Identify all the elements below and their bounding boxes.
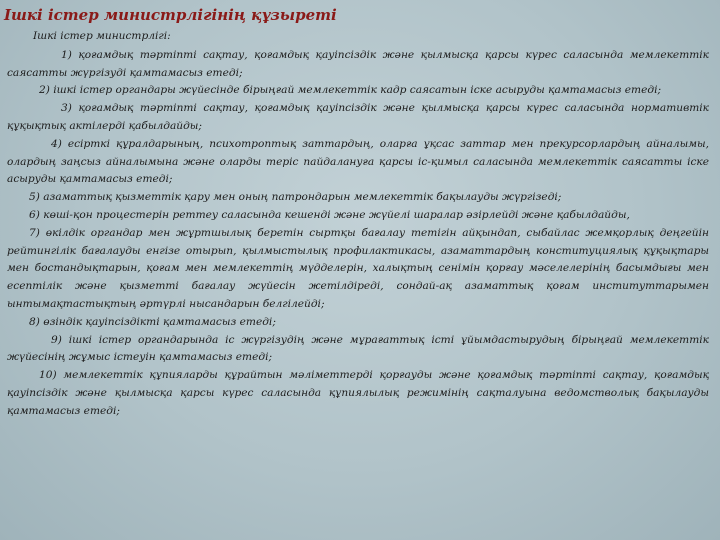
content-body (7, 28, 709, 421)
list-item-10: 10) мемлекеттік құпияларды құрайтын мәліметтерді қорғауды және қоғамдық тәртіпті сақтау, қоғамдық қауіпсіздік және қылмысқа қарсы күрес саласында құпиялылық режимінің сақталуына ведомстволық бақылауды қамтамасыз етеді; (7, 369, 709, 417)
list-item-9: 9) ішкі істер органдарында іс жүргізудің және мұрағаттық істі ұйымдастырудың бірыңғай мемлекеттік жүйесінің жұмыс істеуін қамтамасыз етеді; (7, 333, 709, 364)
list-item-4: 4) есірткі құралдарының, психотроптық заттардың, оларға ұқсас заттар мен прекурсорлардың айналымы, олардың заңсыз айналымына және оларды теріс пайдалануға қарсы іс-қимыл саласында мемлекеттік саясатты іске асыруды қамтамасыз етеді; (7, 137, 709, 186)
page-title: Ішкі істер министрлігінің құзыреті (4, 6, 337, 24)
list-item-7: 7) өкілдік органдар мен жұртшылық беретін сыртқы бағалау тетігін айқындап, сыбайлас жемқорлық деңгейін рейтингілік бағалауды енгізе отырып, қылмыстылық профилактикасы, азаматтардың конституциялық құқықтары мен бостандықтарын, қоғам мен мемлекеттің мүдделерін, халықтың сенімін қорғау мәселелерінің басымдығы мен есептілік және қызметті бағалау жүйесін жетілдіреді, сондай-ақ азаматтық қоғам институттарымен ынтымақтастықтың әртүрлі нысандарын белгілейді; (7, 226, 709, 310)
list-item-5: 5) азаматтық қызметтік қару мен оның патрондарын мемлекеттік бақылауды жүргізеді; (29, 191, 562, 204)
intro-text: Ішкі істер министрлігі: (33, 30, 171, 42)
list-item-8: 8) өзіндік қауіпсіздікті қамтамасыз етеді; (29, 315, 276, 328)
list-item-6: 6) көші-қон процестерін реттеу саласында кешенді және жүйелі шаралар әзірлейді және қабылдайды, (29, 208, 630, 221)
list-item-3: 3) қоғамдық тәртіпті сақтау, қоғамдық қауіпсіздік және қылмысқа қарсы күрес саласында нормативтік құқықтық актілерді қабылдайды; (7, 102, 709, 132)
list-item-2: 2) ішкі істер органдары жүйесінде бірыңғай мемлекеттік кадр саясатын іске асыруды қамтамасыз етеді; (39, 84, 662, 97)
list-item-1: 1) қоғамдық тәртіпті сақтау, қоғамдық қауіпсіздік және қылмысқа қарсы күрес саласында мемлекеттік саясатты жүргізуді қамтамасыз етеді; (7, 48, 709, 79)
